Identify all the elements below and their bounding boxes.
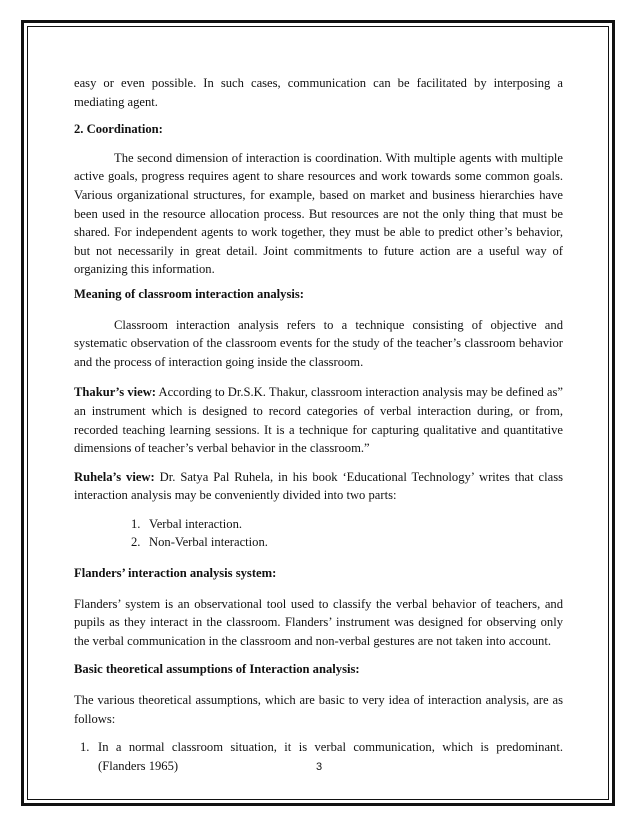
list-item <box>74 515 563 534</box>
list-item-text: Non-Verbal interaction. <box>149 535 268 550</box>
list-item-number: 1. <box>131 516 141 531</box>
thakur-view-paragraph <box>74 383 563 457</box>
assumptions-heading: Basic theoretical assumptions of Interaction analysis: <box>74 662 360 677</box>
ruhela-view-paragraph <box>74 468 563 505</box>
coordination-heading: 2. Coordination: <box>74 122 163 137</box>
meaning-heading: Meaning of classroom interaction analysis: <box>74 286 304 301</box>
assumptions-paragraph: The various theoretical assumptions, which are basic to very idea of interaction analysis, are as follows: <box>74 693 563 726</box>
list-item <box>74 533 563 552</box>
page-number: 3 <box>315 761 323 773</box>
coordination-paragraph: The second dimension of interaction is coordination. With multiple agents with multiple active goals, progress requires agent to share resources and work towards some common goals. Various organizational structures, for example, based on market and business hierarchies have been used in the resource allocation process. But resources are not the only thing that must be shared. For independent agents to work together, they must be able to predict other’s behavior, but not necessarily in great detail. Joint commitments to future action are a useful way of organizing this information. <box>74 150 563 277</box>
flanders-paragraph: Flanders’ system is an observational tool used to classify the verbal behavior of teachers, and pupils as they interact in the classroom. Flanders’ instrument was designed for observing only the verbal communication in the classroom and non-verbal gestures are not taken into account. <box>74 596 563 648</box>
ruhela-parts-list <box>74 515 563 552</box>
meaning-paragraph: Classroom interaction analysis refers to a technique consisting of objective and systematic observation of the classroom events for the study of the teacher’s classroom behavior and the process of interaction going inside the classroom. <box>74 317 563 369</box>
intro-continuation: easy or even possible. In such cases, communication can be facilitated by interposing a mediating agent. <box>74 76 563 109</box>
ruhela-view-text: Dr. Satya Pal Ruhela, in his book ‘Educational Technology’ writes that class interaction analysis may be conveniently divided into two parts: <box>74 469 563 503</box>
page-content <box>74 74 563 775</box>
ruhela-view-label: Ruhela’s view: <box>74 469 155 484</box>
list-item-number: 1. <box>80 740 90 755</box>
list-item-number: 2. <box>131 535 141 550</box>
list-item-text: In a normal classroom situation, it is verbal communication, which is predominant. (Flanders 1965) <box>98 740 563 773</box>
flanders-heading: Flanders’ interaction analysis system: <box>74 566 277 581</box>
thakur-view-text: According to Dr.S.K. Thakur, classroom interaction analysis may be defined as” an instrument which is designed to record categories of verbal interaction during, or from, recorded teaching learning sessions. It is a technique for capturing qualitative and quantitative dimensions of teacher’s verbal behavior in the classroom.” <box>74 385 563 456</box>
thakur-view-label: Thakur’s view: <box>74 385 157 400</box>
list-item-text: Verbal interaction. <box>149 516 243 531</box>
